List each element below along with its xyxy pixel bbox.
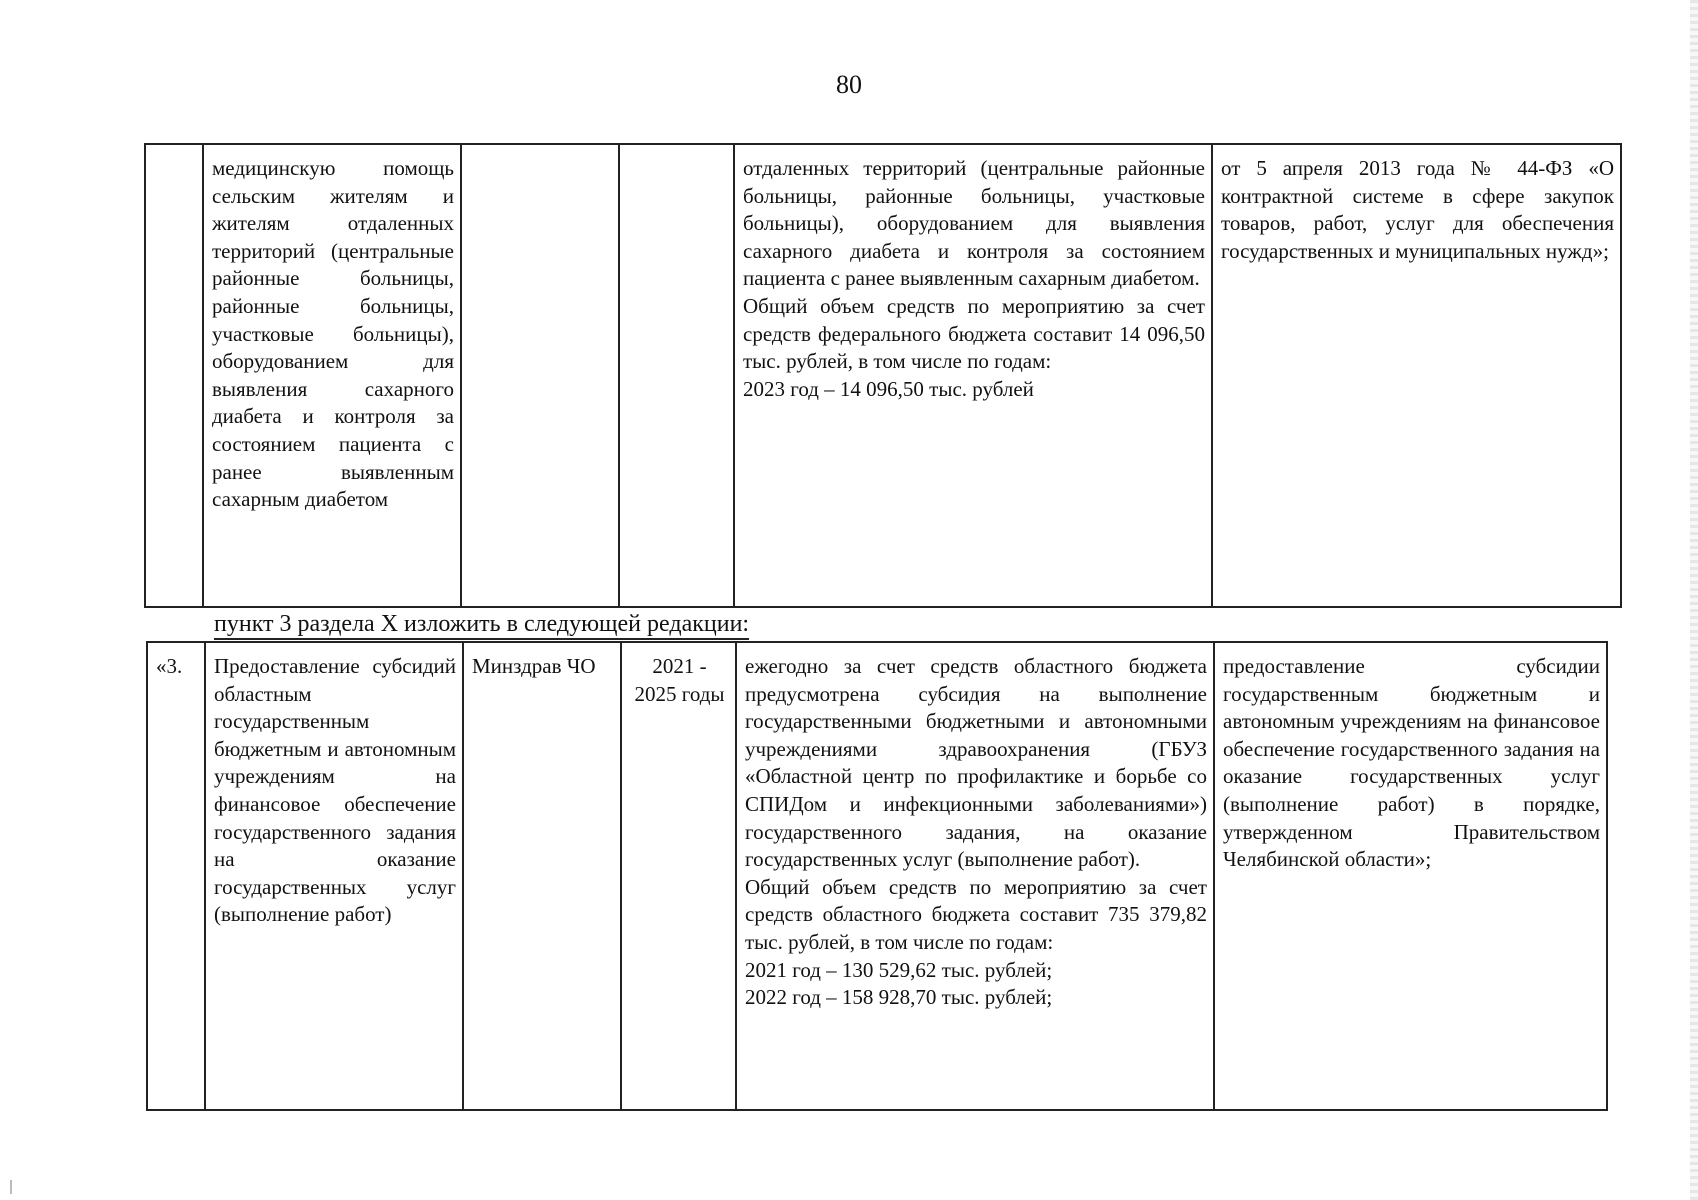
cell-executor: Минздрав ЧО <box>463 642 621 1110</box>
cell-period: 2021 - 2025 годы <box>621 642 736 1110</box>
cell-num: «3. <box>147 642 205 1110</box>
description-paragraph: Общий объем средств по мероприятию за счет средств областного бюджета составит 735 379,82 тыс. рублей, в том числе по годам: <box>745 874 1207 954</box>
scan-mark-artifact <box>10 1180 12 1194</box>
continuation-table <box>144 143 1622 608</box>
description-paragraph: Общий объем средств по мероприятию за счет средств федерального бюджета составит 14 096,50 тыс. рублей, в том числе по годам: <box>743 293 1205 374</box>
page-number: 80 <box>836 70 862 99</box>
amendment-instruction: пункт 3 раздела X изложить в следующей редакции: <box>214 610 749 640</box>
description-paragraph: 2023 год – 14 096,50 тыс. рублей <box>743 376 1034 401</box>
cell-name: Предоставление субсидий областным государственным бюджетным и автономным учреждениям на финансовое обеспечение государственного задания на оказание государственных услуг (выполнение работ) <box>205 642 463 1110</box>
description-paragraph: 2022 год – 158 928,70 тыс. рублей; <box>745 985 1053 1010</box>
description-paragraph: 2021 год – 130 529,62 тыс. рублей; <box>745 957 1053 982</box>
cell-description <box>734 144 1212 607</box>
table-row <box>147 642 1607 1110</box>
cell-result: от 5 апреля 2013 года № 44-ФЗ «О контрактной системе в сфере закупок товаров, работ, услуг для обеспечения государственных и муниципальных нужд»; <box>1212 144 1621 607</box>
amendment-table <box>146 641 1608 1111</box>
scan-edge-artifact <box>1690 0 1698 1200</box>
description-paragraph: отдаленных территорий (центральные районные больницы, районные больницы, участковые больницы), оборудованием для выявления сахарного диабета и контроля за состоянием пациента с ранее выявленным сахарным диабетом. <box>743 156 1205 291</box>
cell-period <box>619 144 734 607</box>
cell-description <box>736 642 1214 1110</box>
table-row <box>145 144 1621 607</box>
cell-num <box>145 144 203 607</box>
cell-result: предоставление субсидии государственным бюджетным и автономным учреждениям на финансовое обеспечение государственного задания на оказание государственных услуг (выполнение работ) в порядке, утвержденном Правительством Челябинской области»; <box>1214 642 1607 1110</box>
cell-name: медицинскую помощь сельским жителям и жителям отдаленных территорий (центральные районные больницы, районные больницы, участковые больницы), оборудованием для выявления сахарного диабета и контроля за состоянием пациента с ранее выявленным сахарным диабетом <box>203 144 461 607</box>
cell-executor <box>461 144 619 607</box>
description-paragraph: ежегодно за счет средств областного бюджета предусмотрена субсидия на выполнение государственными бюджетными и автономными учреждениями здравоохранения (ГБУЗ «Областной центр по профилактике и борьбе со СПИДом и инфекционными заболеваниями») государственного задания, на оказание государственных услуг (выполнение работ). <box>745 654 1207 872</box>
